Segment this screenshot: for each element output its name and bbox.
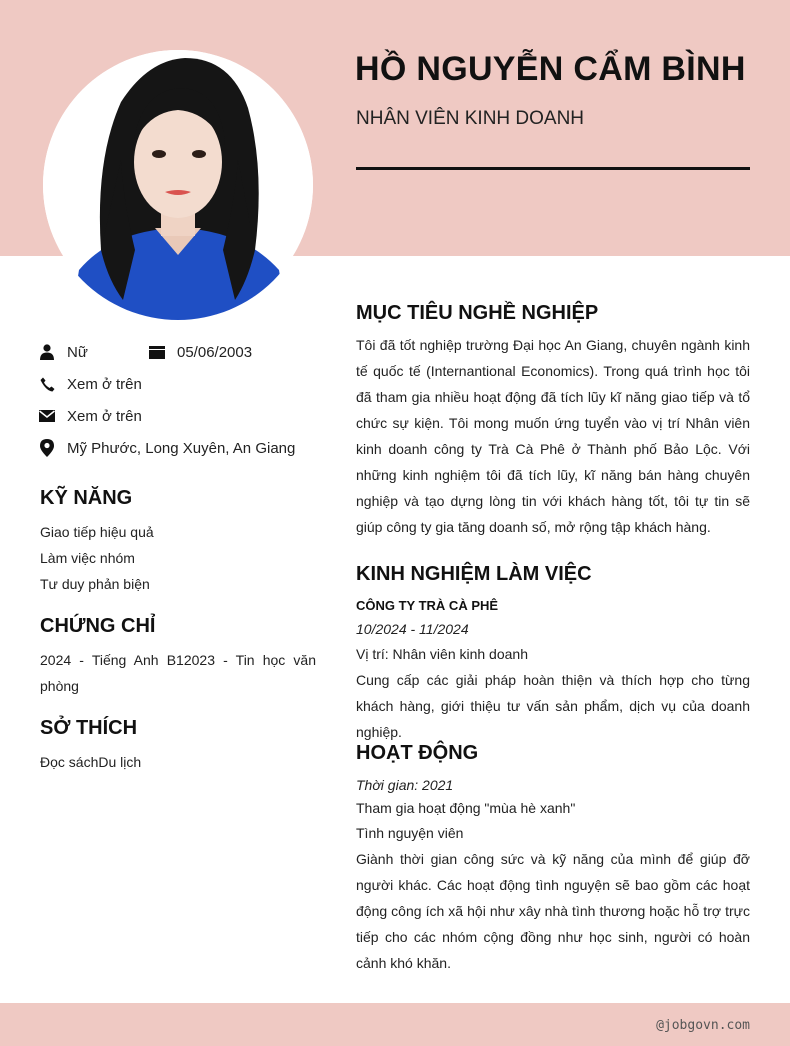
skill-item: Làm việc nhóm [40, 550, 135, 566]
skills-heading: KỸ NĂNG [40, 487, 133, 509]
phone-icon [38, 375, 56, 393]
objective-text: Tôi đã tốt nghiệp trường Đại học An Giang, chuyên ngành kinh tế quốc tế (Internantional Economics). Trong quá trình học tôi đã tham gia nhiều hoạt động đã tích lũy kĩ năng giao tiếp và tổ chức sự kiện. Tôi mong muốn ứng tuyển vào vị trí Nhân viên kinh doanh công ty Trà Cà Phê ở Thành phố Bảo Lộc. Với những kinh nghiệm tôi đã tích lũy, kĩ năng bán hàng chuyên nghiệp và tạo dựng lòng tin với khách hàng tốt, tôi tự tin sẽ giúp công ty gia tăng doanh số, mở rộng tập khách hàng. [356, 337, 750, 535]
hobbies-text: Đọc sáchDu lịch [40, 754, 142, 770]
calendar-icon [148, 343, 166, 361]
company-name: CÔNG TY TRÀ CÀ PHÊ [356, 598, 499, 613]
skill-item: Tư duy phản biện [40, 576, 150, 592]
portrait-photo [43, 50, 313, 320]
footer-brand: @jobgovn.com [656, 1018, 750, 1033]
gender-row [38, 343, 88, 361]
title-divider [356, 167, 750, 170]
activity-name: Tham gia hoạt động "mùa hè xanh" [356, 800, 576, 816]
experience-period: 10/2024 - 11/2024 [356, 621, 469, 637]
envelope-icon [38, 407, 56, 425]
email-row [38, 407, 142, 425]
experience-heading: KINH NGHIỆM LÀM VIỆC [356, 563, 592, 585]
experience-description: Cung cấp các giải pháp hoàn thiện và thích hợp cho từng khách hàng, giới thiệu tư vấn sản phẩm, dịch vụ của doanh nghiệp. [356, 672, 750, 740]
person-icon [38, 343, 56, 361]
activities-heading: HOẠT ĐỘNG [356, 742, 479, 764]
skill-item: Giao tiếp hiệu quả [40, 524, 154, 540]
certificates-text: 2024 - Tiếng Anh B12023 - Tin học văn phòng [40, 652, 316, 694]
avatar [43, 50, 313, 320]
location-pin-icon [38, 439, 56, 457]
birthdate-value: 05/06/2003 [177, 343, 253, 361]
address-row [38, 439, 295, 457]
job-title: NHÂN VIÊN KINH DOANH [356, 108, 585, 129]
experience-position: Vị trí: Nhân viên kinh doanh [356, 646, 528, 662]
phone-row [38, 375, 142, 393]
hobbies-heading: SỞ THÍCH [40, 717, 138, 739]
activity-description: Giành thời gian công sức và kỹ năng của mình để giúp đỡ người khác. Các hoạt động tình nguyện sẽ bao gồm các hoạt động công ích xã hội như xây nhà tình thương hoặc hỗ trợ trực tiếp cho các nhóm cộng đồng như học sinh, người có hoàn cảnh khó khăn. [356, 851, 750, 971]
address-value: Mỹ Phước, Long Xuyên, An Giang [67, 439, 296, 457]
gender-value: Nữ [67, 343, 88, 361]
footer-band [0, 1003, 790, 1046]
email-value: Xem ở trên [67, 407, 142, 425]
candidate-name: HỒ NGUYỄN CẨM BÌNH [355, 50, 746, 88]
birthdate-row [148, 343, 252, 361]
activity-time: Thời gian: 2021 [356, 777, 454, 793]
activity-role: Tình nguyện viên [356, 825, 464, 841]
certificates-heading: CHỨNG CHỈ [40, 615, 156, 637]
objective-heading: MỤC TIÊU NGHỀ NGHIỆP [356, 302, 599, 324]
phone-value: Xem ở trên [67, 375, 142, 393]
